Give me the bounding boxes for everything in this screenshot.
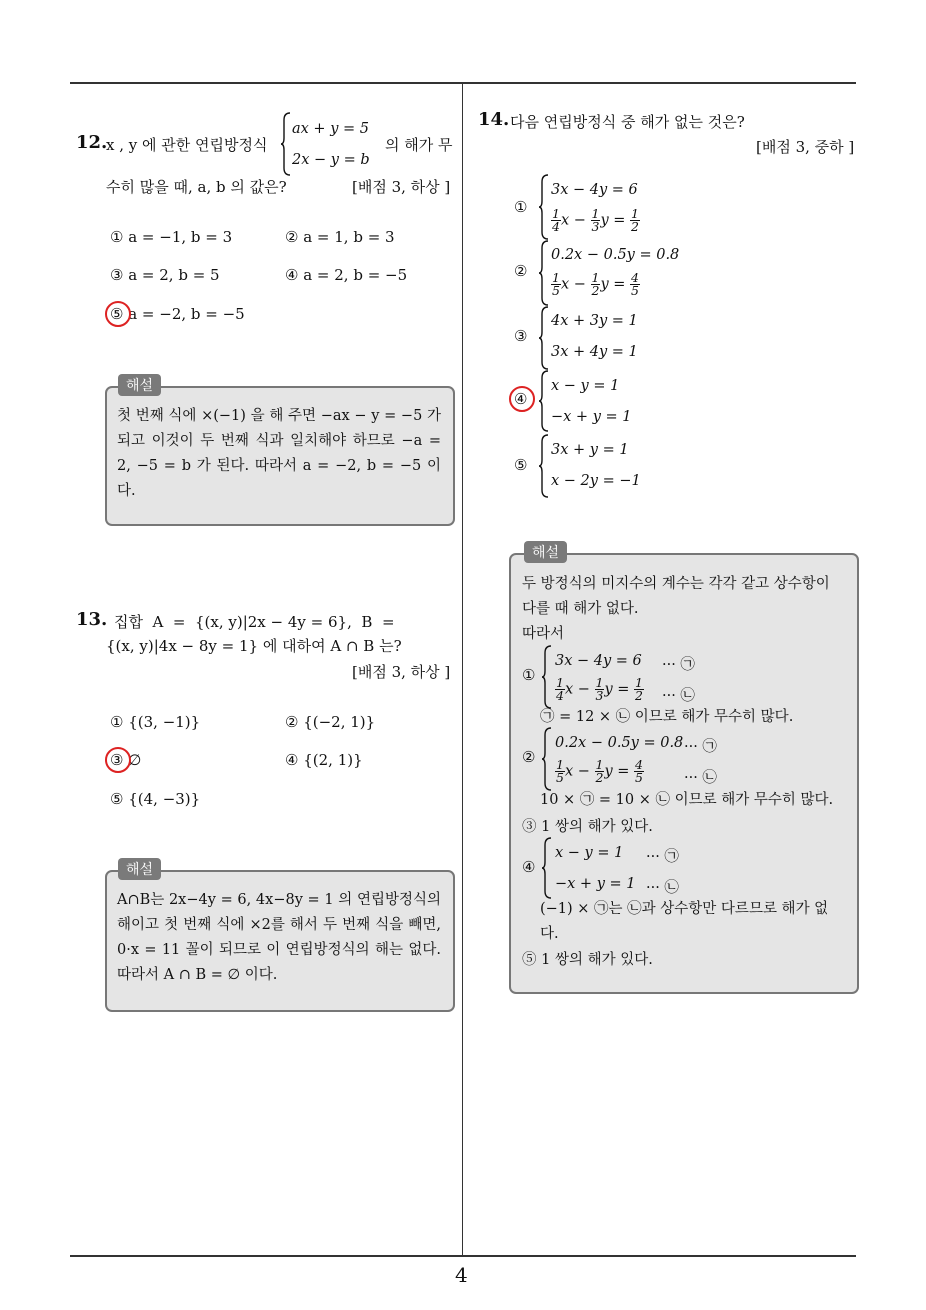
solution-tag: 해설	[524, 541, 567, 563]
answer-mark	[105, 301, 131, 327]
solution-line: 다.	[540, 926, 559, 942]
top-rule	[70, 82, 856, 84]
equation-1: x − y = 1	[551, 378, 620, 394]
fraction: $\frac{1}{5}$	[552, 270, 560, 298]
left-brace	[538, 240, 550, 306]
solution-line: 10 × ㉠ = 10 × ㉡ 이므로 해가 무수히 많다.	[540, 792, 834, 808]
fraction: $\frac{1}{2}$	[635, 675, 643, 703]
equation-ref: ··· ㉡	[662, 688, 695, 704]
option-1[interactable]: ①	[514, 198, 528, 216]
equation-1: 4x + 3y = 1	[551, 313, 638, 329]
solution-label-2: ②	[522, 748, 536, 766]
option-3[interactable]: ③	[514, 327, 528, 345]
fraction: $\frac{1}{5}$	[556, 757, 564, 785]
option-3[interactable]: ③ ∅	[110, 751, 142, 769]
solution-line: ③ 1 쌍의 해가 있다.	[522, 819, 653, 835]
solution-tag: 해설	[118, 858, 161, 880]
equation-1: 3x + y = 1	[551, 442, 629, 458]
bottom-rule	[70, 1255, 856, 1257]
solution-text: 첫 번째 식에 ×(−1) 을 해 주면 −ax − y = −5 가 되고 이것이 두 번째 식과 일치해야 하므로 −a = 2, −5 = b 가 된다. 따라서 a = −2, b = −5 이다.	[117, 408, 441, 499]
equation-ref: ··· ㉡	[684, 770, 717, 786]
fraction: $\frac{1}{2}$	[591, 270, 600, 298]
left-brace	[541, 645, 553, 709]
answer-mark	[105, 747, 131, 773]
fraction: $\frac{1}{2}$	[631, 206, 639, 234]
equation-2: $\frac{1}{4}$ x − $\frac{1}{3}$ y = $\frac{1}{2}$	[556, 675, 643, 703]
question-stem: 다음 연립방정식 중 해가 없는 것은?	[510, 113, 745, 131]
question-stem-cont: 수히 많을 때, a, b 의 값은?	[106, 178, 287, 196]
option-4[interactable]: ④	[514, 390, 528, 408]
fraction: $\frac{1}{4}$	[552, 206, 560, 234]
left-brace	[538, 174, 550, 240]
score-info: [배점 3, 하상 ]	[352, 663, 451, 681]
option-1[interactable]: ① a = −1, b = 3	[110, 228, 233, 246]
solution-line: 두 방정식의 미지수의 계수는 각각 같고 상수항이	[522, 576, 830, 592]
equation-1: 0.2x − 0.5y = 0.8	[551, 247, 680, 263]
question-stem-cont: {(x, y)|4x − 8y = 1} 에 대하여 A ∩ B 는?	[106, 637, 402, 655]
equation-2: 2x − y = b	[292, 152, 370, 168]
equation-2: 3x + 4y = 1	[551, 344, 638, 360]
option-2[interactable]: ②	[514, 262, 528, 280]
option-5[interactable]: ⑤	[514, 456, 528, 474]
left-brace	[538, 306, 550, 370]
left-brace	[541, 727, 553, 791]
option-4[interactable]: ④ {(2, 1)}	[285, 751, 363, 769]
equation-1: 0.2x − 0.5y = 0.8	[555, 735, 684, 751]
solution-line: ㉠ = 12 × ㉡ 이므로 해가 무수히 많다.	[540, 709, 794, 725]
equation-ref: ··· ㉠	[646, 849, 679, 865]
equation-ref: ··· ㉠	[684, 739, 717, 755]
page-number: 4	[455, 1263, 468, 1287]
fraction: $\frac{1}{3}$	[595, 675, 604, 703]
solution-label-4: ④	[522, 858, 536, 876]
left-brace	[280, 112, 292, 176]
option-5[interactable]: ⑤ {(4, −3)}	[110, 790, 201, 808]
equation-1: ax + y = 5	[292, 121, 369, 137]
fraction: $\frac{1}{3}$	[591, 206, 600, 234]
solution-tag: 해설	[118, 374, 161, 396]
equation-2: $\frac{1}{4}$ x − $\frac{1}{3}$ y = $\frac{1}{2}$	[552, 206, 639, 234]
solution-line: 다를 때 해가 없다.	[522, 601, 639, 617]
question-stem: x , y 에 관한 연립방정식	[106, 136, 268, 154]
solution-text: A∩B는 2x−4y = 6, 4x−8y = 1 의 연립방정식의 해이고 첫 번째 식에 ×2를 해서 두 번째 식을 빼면, 0·x = 11 꼴이 되므로 이 연립방정식의 해는 없다. 따라서 A ∩ B = ∅ 이다.	[117, 892, 441, 983]
option-4[interactable]: ④ a = 2, b = −5	[285, 266, 408, 284]
score-info: [배점 3, 중하 ]	[756, 138, 855, 156]
left-brace	[538, 434, 550, 498]
score-info: [배점 3, 하상 ]	[352, 178, 451, 196]
answer-mark	[509, 386, 535, 412]
option-2[interactable]: ② {(−2, 1)}	[285, 713, 376, 731]
left-brace	[541, 837, 553, 899]
left-brace	[538, 370, 550, 432]
option-5[interactable]: ⑤ a = −2, b = −5	[110, 305, 245, 323]
equation-2: −x + y = 1	[555, 876, 636, 892]
equation-2: x − 2y = −1	[551, 473, 641, 489]
equation-2: −x + y = 1	[551, 409, 632, 425]
question-stem: 집합 A = {(x, y)|2x − 4y = 6}, B =	[114, 613, 395, 631]
fraction: $\frac{4}{5}$	[635, 757, 643, 785]
solution-line: 따라서	[522, 626, 565, 642]
equation-2: $\frac{1}{5}$ x − $\frac{1}{2}$ y = $\frac{4}{5}$	[552, 270, 639, 298]
equation-ref: ··· ㉠	[662, 657, 695, 673]
fraction: $\frac{1}{4}$	[556, 675, 564, 703]
question-number: 14.	[478, 109, 510, 130]
question-number: 12.	[76, 132, 108, 153]
equation-1: x − y = 1	[555, 845, 624, 861]
equation-1: 3x − 4y = 6	[555, 653, 642, 669]
equation-2: $\frac{1}{5}$ x − $\frac{1}{2}$ y = $\frac{4}{5}$	[556, 757, 643, 785]
fraction: $\frac{1}{2}$	[595, 757, 604, 785]
column-divider	[462, 84, 463, 1256]
option-2[interactable]: ② a = 1, b = 3	[285, 228, 395, 246]
solution-line: (−1) × ㉠는 ㉡과 상수항만 다르므로 해가 없	[540, 901, 829, 917]
question-number: 13.	[76, 609, 108, 630]
solution-label-1: ①	[522, 666, 536, 684]
question-stem-cont: 의 해가 무	[385, 136, 453, 154]
equation-ref: ··· ㉡	[646, 880, 679, 896]
fraction: $\frac{4}{5}$	[631, 270, 639, 298]
option-1[interactable]: ① {(3, −1)}	[110, 713, 201, 731]
equation-1: 3x − 4y = 6	[551, 182, 638, 198]
solution-line: ⑤ 1 쌍의 해가 있다.	[522, 952, 653, 968]
option-3[interactable]: ③ a = 2, b = 5	[110, 266, 220, 284]
